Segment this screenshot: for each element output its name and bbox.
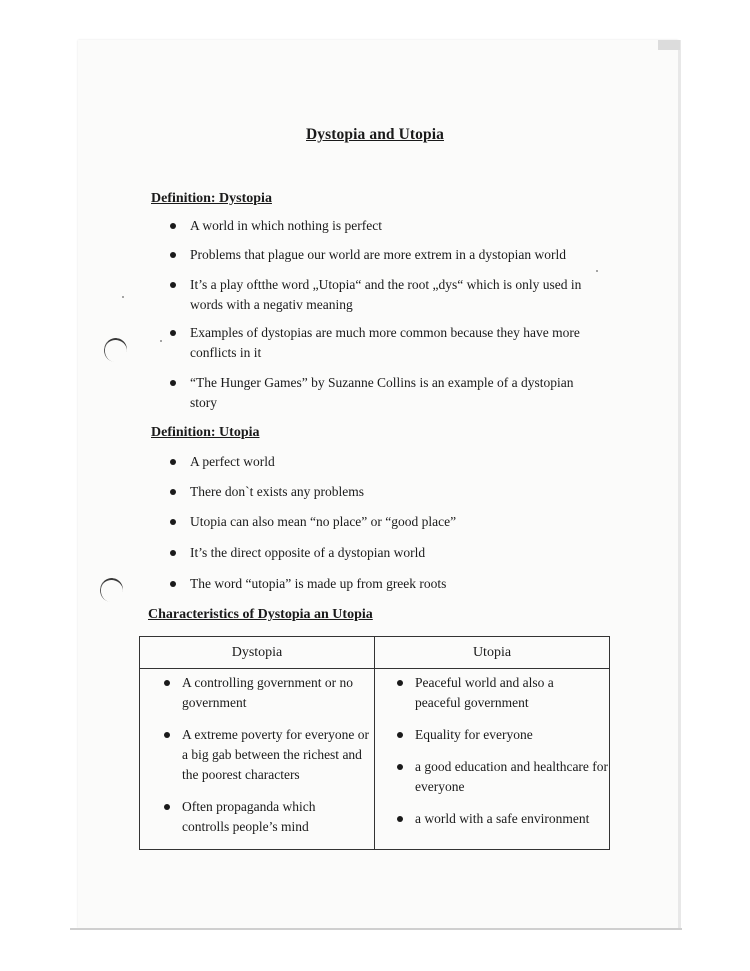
list-item: There don`t exists any problems — [168, 482, 610, 502]
list-item: “The Hunger Games” by Suzanne Collins is an example of a dystopian story — [168, 373, 600, 413]
list-item: It’s a play oftthe word „Utopia“ and the root „dys“ which is only used in words with a negativ meaning — [168, 275, 600, 315]
paper-edge — [678, 40, 681, 928]
dystopia-characteristics-list — [162, 673, 370, 837]
table-header-row — [140, 637, 610, 669]
dystopia-definition-heading: Definition: Dystopia — [151, 191, 272, 206]
characteristics-table — [139, 636, 610, 850]
paper-speck — [596, 270, 598, 272]
column-header-dystopia: Dystopia — [140, 637, 375, 669]
page-title: Dystopia and Utopia — [306, 126, 444, 143]
list-item: A extreme poverty for everyone or a big gab between the richest and the poorest characters — [162, 725, 370, 785]
paper-speck — [160, 340, 162, 342]
list-item: Often propaganda which controlls people’s mind — [162, 797, 347, 837]
list-item: a world with a safe environment — [395, 809, 621, 829]
column-header-utopia: Utopia — [375, 637, 610, 669]
paper-corner-mark — [658, 40, 680, 50]
paper-speck — [122, 296, 124, 298]
list-item: Examples of dystopias are much more common because they have more conflicts in it — [168, 323, 600, 363]
table-row — [140, 669, 610, 850]
list-item: A controlling government or no government — [162, 673, 364, 713]
dystopia-cell — [140, 669, 375, 850]
paper-bottom-edge — [70, 928, 682, 930]
list-item: It’s the direct opposite of a dystopian world — [168, 543, 610, 563]
list-item: A perfect world — [168, 452, 610, 472]
utopia-characteristics-list — [395, 673, 609, 829]
list-item: Problems that plague our world are more extrem in a dystopian world — [168, 245, 610, 265]
list-item: The word “utopia” is made up from greek roots — [168, 574, 610, 594]
list-item: A world in which nothing is perfect — [168, 216, 610, 236]
list-item: a good education and healthcare for everyone — [395, 757, 615, 797]
utopia-definition-heading: Definition: Utopia — [151, 425, 260, 440]
list-item: Peaceful world and also a peaceful government — [395, 673, 585, 713]
characteristics-heading: Characteristics of Dystopia an Utopia — [148, 607, 373, 622]
list-item: Utopia can also mean “no place” or “good place” — [168, 512, 610, 532]
list-item: Equality for everyone — [395, 725, 615, 745]
utopia-cell — [375, 669, 610, 850]
